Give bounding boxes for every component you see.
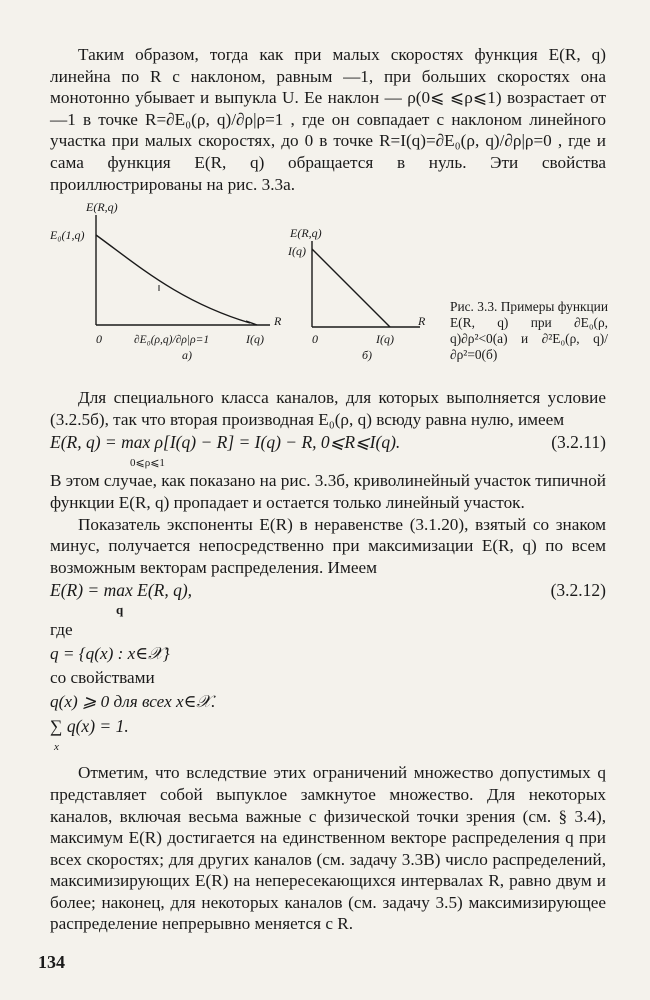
eq5-under: x [54, 741, 59, 754]
right-y-tick: I(q) [288, 244, 306, 259]
page-body [50, 44, 606, 935]
left-origin: 0 [96, 332, 102, 347]
right-origin: 0 [312, 332, 318, 347]
eq2-under: q [116, 602, 124, 618]
left-x-tick-1: ∂E₀(ρ,q)/∂ρ|ρ=1 [134, 334, 210, 347]
paragraph-1: Таким образом, тогда как при малых скоростях функция E(R, q) линейна по R с наклоном, равным —1, при больших скоростях она монотонно убывает и выпукла U. Ее наклон — ρ(0⩽ ⩽ρ⩽1) возрастает от —1 в точке R=∂E₀(ρ, q)/∂ρ|ρ=1 , где он совпадает с наклоном линейного участка при малых скоростях, до 0 в точке R=I(q)=∂E₀(ρ, q)/∂ρ|ρ=0 , где и сама функция E(R, q) обращается в нуль. Эти свойства проиллюстрированы на рис. 3.3а. [50, 45, 606, 194]
eq1-number: (3.2.11) [551, 432, 606, 453]
word-properties: со свойствами [50, 668, 155, 688]
right-y-title: E(R,q) [290, 226, 322, 241]
figure-3-3 [50, 197, 606, 387]
right-line [312, 249, 390, 327]
left-x-tick-2: I(q) [246, 332, 264, 347]
left-y-tick: E₀(1,q) [50, 228, 85, 243]
paragraph-3: В этом случае, как показано на рис. 3.3б, криволинейный участок типичной функции E(R, q) пропадает и остается только линейный участок. [50, 471, 606, 512]
left-x-label: R [274, 314, 282, 329]
left-sub-label: а) [182, 348, 192, 363]
paragraph-4: Показатель экспоненты E(R) в неравенстве (3.1.20), взятый со знаком минус, получается непосредственно при максимизации E(R, q) по всем возможным векторам распределения. Имеем [50, 514, 606, 577]
equation-sum [50, 714, 606, 754]
equation-3-2-11 [50, 430, 606, 470]
eq1-under: 0⩽ρ⩽1 [130, 457, 165, 470]
eq2-text: E(R) = max E(R, q), [50, 580, 193, 601]
right-sub-label: б) [362, 348, 373, 363]
paragraph-5: Отметим, что вследствие этих ограничений множество допустимых q представляет собой выпуклое замкнутое множество. Для некоторых каналов, включая весьма важные с физической точки зрения (см. § 3.4), максимум E(R) достигается на единственном векторе распределения q при всех скоростях; для других каналов (см. задачу 3.3В) число распределений, максимизирующих E(R) на непересекающихся интервалах R, равно двум и более; наконец, для некоторых каналов (см. задачу 3.5) максимизирующее распределение непрерывно меняется с R. [50, 763, 606, 934]
left-y-title: E(R,q) [86, 200, 118, 215]
eq5-text: ∑ q(x) = 1. [50, 716, 129, 737]
eq1-text: E(R, q) = max ρ[I(q) − R] = I(q) − R, 0⩽R⩽I(q). [50, 432, 401, 453]
paragraph-2: Для специального класса каналов, для которых выполняется условие (3.2.5б), так что вторая производная E₀(ρ, q) всюду равна нулю, имеем [50, 388, 606, 429]
page-number: 134 [38, 952, 65, 972]
equation-nonneg: q(x) ⩾ 0 для всех x∈𝒳. [50, 692, 216, 712]
equation-q-set: q = {q(x) : x∈𝒳} [50, 644, 170, 664]
left-curve [96, 235, 250, 323]
equation-3-2-12 [50, 578, 606, 618]
right-x-label: R [418, 314, 426, 329]
eq2-number: (3.2.12) [550, 580, 606, 601]
figure-caption: Рис. 3.3. Примеры функции E(R, q) при ∂E₀(ρ, q)∂ρ²<0(а) и ∂²E₀(ρ, q)/∂ρ²=0(б) [450, 299, 608, 363]
right-x-tick: I(q) [376, 332, 394, 347]
word-where: где [50, 620, 73, 640]
